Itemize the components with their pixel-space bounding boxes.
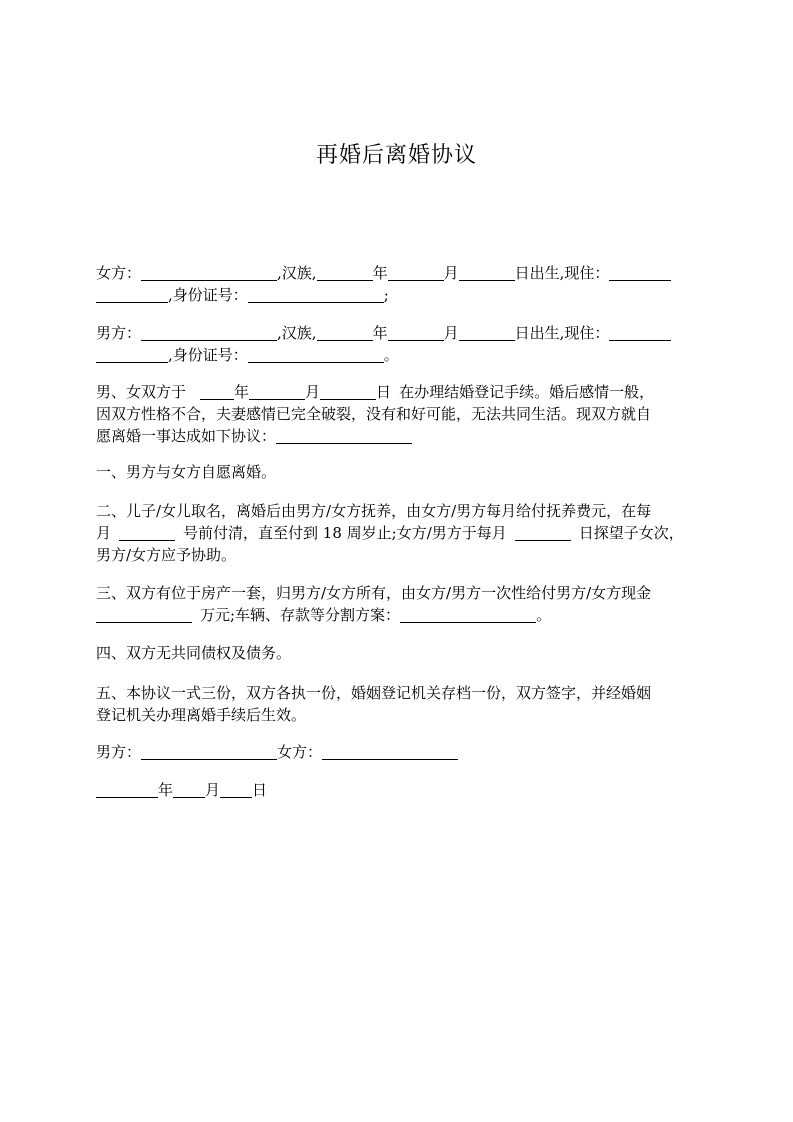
- female-id-blank: [248, 286, 384, 303]
- clause-2: [96, 500, 706, 566]
- clause-2-line-2b: 号前付清，直至付到 18 周岁止;女方/男方于每月: [183, 524, 507, 542]
- female-signature-label: 女方：: [277, 743, 323, 761]
- female-id-label: ,身份证号：: [168, 286, 248, 304]
- division-plan-blank: [400, 606, 536, 623]
- female-name-blank: [141, 264, 277, 281]
- clause-5-line-1: 五、本协议一式三份，双方各执一份，婚姻登记机关存档一份，双方签字，并经婚姻: [96, 684, 652, 702]
- clause-4: [96, 642, 706, 664]
- date-line: [96, 779, 706, 801]
- female-address-blank: [609, 264, 671, 281]
- sign-month-blank: [173, 781, 205, 798]
- male-signature-label: 男方：: [96, 743, 142, 761]
- marriage-month-blank: [249, 383, 305, 400]
- female-birth-label: 日出生,现住：: [514, 264, 610, 282]
- male-address-blank-cont: [96, 346, 168, 363]
- marriage-day-label: 日: [376, 383, 392, 401]
- female-end: ;: [383, 286, 389, 304]
- cash-amount-blank: [96, 606, 192, 623]
- male-id-blank: [248, 346, 384, 363]
- male-signature-blank: [141, 743, 277, 760]
- female-birth-year-blank: [317, 264, 373, 281]
- clause-3: [96, 582, 706, 626]
- female-birth-day-blank: [459, 264, 515, 281]
- female-label: 女方：: [96, 264, 142, 282]
- clause-3-line-1: 三、双方有位于房产一套，归男方/女方所有，由女方/男方一次性给付男方/女方现金: [96, 584, 652, 602]
- intro-line-2: 因双方性格不合，夫妻感情已完全破裂，没有和好可能，无法共同生活。现双方就自: [96, 405, 652, 423]
- female-ethnicity: ,汉族,: [277, 264, 317, 282]
- marriage-month-label: 月: [305, 383, 321, 401]
- clause-2-line-1: 二、儿子/女儿取名，离婚后由男方/女方抚养，由女方/男方每月给付抚养费元，在每: [96, 502, 652, 520]
- male-birth-day-blank: [459, 324, 515, 341]
- male-birth-month-blank: [388, 324, 444, 341]
- signature-line: [96, 741, 706, 763]
- marriage-year-label: 年: [234, 383, 250, 401]
- male-id-label: ,身份证号：: [168, 346, 248, 364]
- sign-day-label: 日: [252, 781, 268, 799]
- male-party-info: [96, 322, 706, 366]
- clause-2-line-2c: 日探望子女次，: [578, 524, 684, 542]
- visit-day-blank: [515, 524, 571, 541]
- female-party-info: [96, 262, 706, 306]
- intro-text-1: 男、女双方于: [96, 383, 187, 401]
- male-birth-label: 日出生,现住：: [514, 324, 610, 342]
- document-title: 再婚后离婚协议: [315, 143, 477, 168]
- female-year-label: 年: [372, 264, 388, 282]
- sign-year-label: 年: [158, 781, 174, 799]
- female-month-label: 月: [443, 264, 459, 282]
- male-birth-year-blank: [317, 324, 373, 341]
- female-signature-blank: [322, 743, 458, 760]
- intro-blank: [276, 427, 412, 444]
- intro-text-2: 在办理结婚登记手续。婚后感情一般，: [399, 383, 655, 401]
- clause-2-line-3: 男方/女方应予协助。: [96, 546, 237, 564]
- intro-line-3: 愿离婚一事达成如下协议：: [96, 427, 277, 445]
- clause-3-line-2a: 万元;车辆、存款等分割方案：: [200, 606, 401, 624]
- male-end: 。: [383, 346, 399, 364]
- male-month-label: 月: [443, 324, 459, 342]
- male-name-blank: [141, 324, 277, 341]
- male-year-label: 年: [372, 324, 388, 342]
- male-address-blank: [609, 324, 671, 341]
- clause-3-end: 。: [536, 606, 552, 624]
- sign-month-label: 月: [205, 781, 221, 799]
- female-birth-month-blank: [388, 264, 444, 281]
- sign-year-blank: [96, 781, 158, 798]
- clause-2-month-label: 月: [96, 524, 112, 542]
- clause-4-text: 四、双方无共同债权及债务。: [96, 644, 292, 662]
- clause-5-line-2: 登记机关办理离婚手续后生效。: [96, 706, 307, 724]
- marriage-year-blank: [200, 383, 234, 400]
- male-ethnicity: ,汉族,: [277, 324, 317, 342]
- clause-5: [96, 682, 706, 726]
- intro-paragraph: [96, 381, 706, 447]
- marriage-day-blank: [320, 383, 376, 400]
- clause-1-text: 一、男方与女方自愿离婚。: [96, 463, 277, 481]
- male-label: 男方：: [96, 324, 142, 342]
- sign-day-blank: [220, 781, 252, 798]
- payment-day-blank: [119, 524, 175, 541]
- female-address-blank-cont: [96, 286, 168, 303]
- clause-1: [96, 461, 706, 483]
